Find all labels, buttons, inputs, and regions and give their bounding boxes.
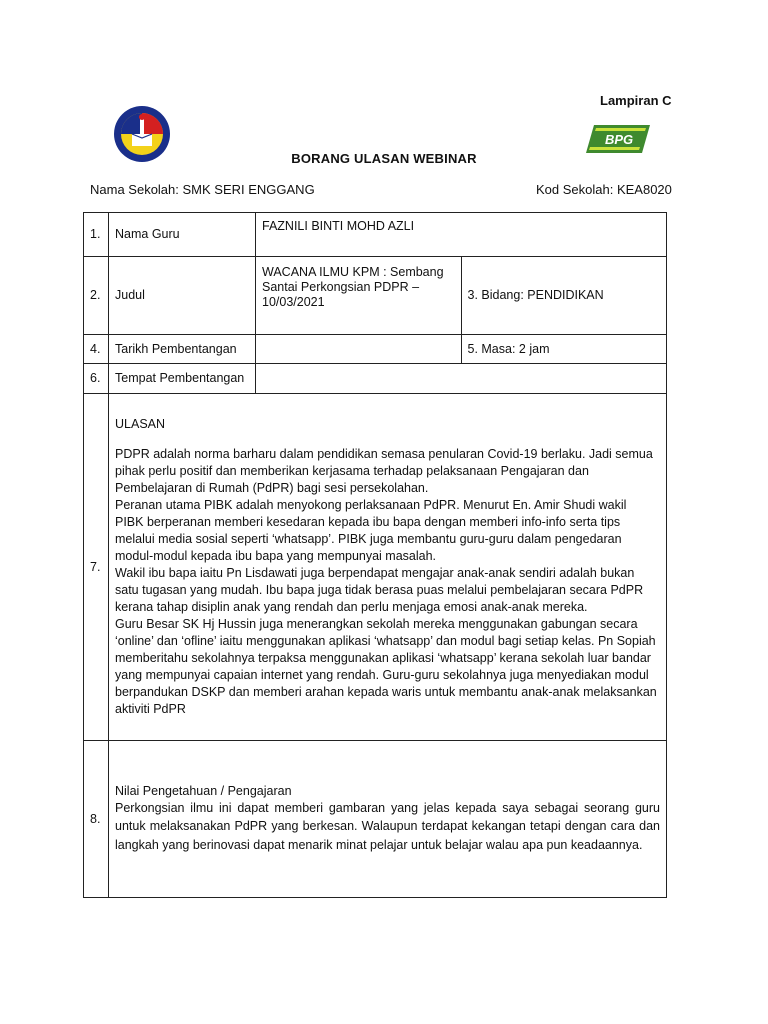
review-form-table bbox=[83, 212, 667, 898]
form-title: BORANG ULASAN WEBINAR bbox=[291, 151, 477, 166]
review-line: Guru Besar SK Hj Hussin juga menerangkan sekolah mereka menggunakan gabungan secara bbox=[115, 616, 638, 631]
review-line: PDPR adalah norma barharu dalam pendidikan semasa penularan Covid-19 berlaku. Jadi semua bbox=[115, 446, 653, 461]
title-line: WACANA ILMU KPM : Sembang bbox=[262, 265, 444, 279]
review-line: PIBK berperanan memberi kesedaran kepada ibu bapa dengan memberi info-info serta tips bbox=[115, 514, 621, 529]
table-row bbox=[84, 364, 667, 394]
field-value: 3. Bidang: PENDIDIKAN bbox=[461, 257, 667, 335]
row-number: 6. bbox=[84, 364, 109, 394]
row-number: 4. bbox=[84, 335, 109, 364]
review-line: satu tugasan yang mudah. Ibu bapa juga tidak berasa puas melalui pembelajaran secara PdPR bbox=[115, 582, 644, 597]
title-line: 10/03/2021 bbox=[262, 295, 325, 309]
review-line: berpandukan DSKP dan memberi arahan kepada waris untuk membantu anak-anak melaksankan bbox=[115, 684, 657, 699]
review-line: Peranan utama PIBK adalah menyokong perlaksanaan PdPR. Menurut En. Amir Shudi wakil bbox=[115, 497, 627, 512]
table-row bbox=[84, 257, 667, 335]
knowledge-value-cell bbox=[109, 741, 667, 898]
webinar-title-value bbox=[256, 257, 462, 335]
review-line: modul-modul kepada ibu bapa yang mempunyai masalah. bbox=[115, 548, 437, 563]
knowledge-text: Perkongsian ilmu ini dapat memberi gambaran yang jelas kepada saya sebagai seorang guru untuk melaksanakan PdPR yang berkesan. Walaupun terdapat kekangan tetapi dengan cara dan langkah yang berinovasi dapat menarik minat pelajar untuk belajar walau apa pun keadaannya. bbox=[115, 800, 660, 852]
review-line: memberitahu sekolahnya terpaksa menggunakan aplikasi ‘whatsapp’ kerana sekolah luar bandar bbox=[115, 650, 651, 665]
school-name: Nama Sekolah: SMK SERI ENGGANG bbox=[90, 182, 315, 197]
review-line: kerana tahap disiplin anak yang rendah dan perlu menjaga emosi anak-anak mereka. bbox=[115, 599, 588, 614]
school-code: Kod Sekolah: KEA8020 bbox=[536, 182, 672, 197]
row-number: 7. bbox=[84, 394, 109, 741]
review-line: aktiviti PdPR bbox=[115, 701, 186, 716]
title-label: Judul bbox=[109, 257, 256, 335]
table-row bbox=[84, 394, 667, 741]
date-value bbox=[256, 335, 462, 364]
duration-value: 5. Masa: 2 jam bbox=[461, 335, 667, 364]
date-label: Tarikh Pembentangan bbox=[109, 335, 256, 364]
review-line: Wakil ibu bapa iaitu Pn Lisdawati juga berpendapat mengajar anak-anak sendiri adalah bukan bbox=[115, 565, 635, 580]
table-row bbox=[84, 335, 667, 364]
row-number: 2. bbox=[84, 257, 109, 335]
row-number: 8. bbox=[84, 741, 109, 898]
review-text bbox=[115, 446, 660, 718]
table-row bbox=[84, 741, 667, 898]
title-line: Santai Perkongsian PDPR – bbox=[262, 280, 420, 294]
review-line: ‘online’ dan ‘ofline’ iaitu menggunakan aplikasi ‘whatsapp’ dan modul bagi setiap kelas. Pn Sopiah bbox=[115, 633, 656, 648]
table-row bbox=[84, 213, 667, 257]
teacher-name-value: FAZNILI BINTI MOHD AZLI bbox=[256, 213, 667, 257]
venue-value bbox=[256, 364, 667, 394]
review-line: melalui media sosial seperti ‘whatsapp’. PIBK juga membantu guru-guru dalam pengedaran bbox=[115, 531, 622, 546]
knowledge-heading: Nilai Pengetahuan / Pengajaran bbox=[115, 783, 292, 798]
row-number: 1. bbox=[84, 213, 109, 257]
venue-label: Tempat Pembentangan bbox=[109, 364, 256, 394]
review-line: Pembelajaran di Rumah (PdPR) bagi sesi persekolahan. bbox=[115, 480, 429, 495]
review-cell bbox=[109, 394, 667, 741]
teacher-name-label: Nama Guru bbox=[109, 213, 256, 257]
review-line: pihak perlu positif dan memberikan kerjasama terhadap pelaksanaan Pengajaran dan bbox=[115, 463, 589, 478]
review-line: yang mempunyai capaian internet yang rendah. Guru-guru sekolahnya juga menyediakan modul bbox=[115, 667, 649, 682]
attachment-label: Lampiran C bbox=[600, 93, 672, 108]
review-heading: ULASAN bbox=[115, 416, 166, 431]
bpg-logo-text: BPG bbox=[605, 132, 634, 147]
